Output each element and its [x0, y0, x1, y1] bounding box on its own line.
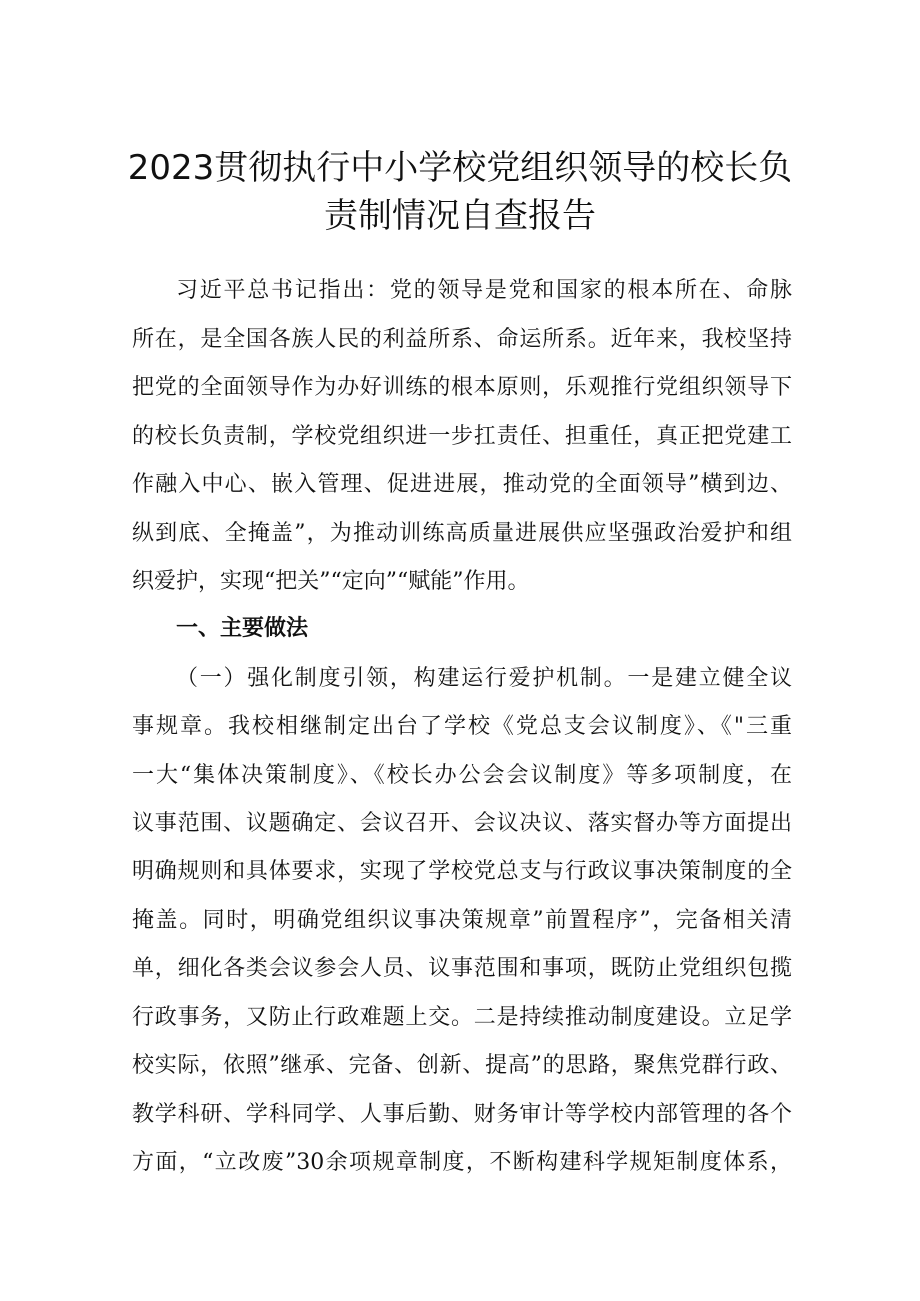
paragraph-1-line: 习近平总书记指出：党的领导是党和国家的根本所在、命脉: [176, 278, 792, 303]
paragraph-2-line: 明确规则和具体要求，实现了学校党总支与行政议事决策制度的全: [132, 859, 792, 884]
paragraph-2-line: 方面，“立改废”30余项规章制度，不断构建科学规矩制度体系，: [132, 1150, 792, 1175]
document-title-line-2: 责制情况自查报告: [324, 196, 596, 236]
paragraph-2-line: （一）强化制度引领，构建运行爱护机制。一是建立健全议: [176, 666, 792, 691]
section-heading: 一、主要做法: [176, 616, 309, 641]
paragraph-2-line: 议事范围、议题确定、会议召开、会议决议、落实督办等方面提出: [132, 811, 792, 836]
paragraph-2-line: 行政事务，又防止行政难题上交。二是持续推动制度建设。立足学: [132, 1005, 792, 1030]
paragraph-1-line: 作融入中心、嵌入管理、促进进展，推动党的全面领导”横到边、: [132, 472, 792, 497]
paragraph-1-line: 把党的全面领导作为办好训练的根本原则，乐观推行党组织领导下: [132, 375, 792, 400]
paragraph-2-line: 事规章。我校相继制定出台了学校《党总支会议制度》、《"三重: [132, 714, 792, 739]
document-title-line-1: 2023贯彻执行中小学校党组织领导的校长负: [127, 148, 793, 188]
paragraph-1-line: 的校长负责制，学校党组织进一步扛责任、担重任，真正把党建工: [132, 424, 792, 449]
paragraph-1-line: 所在，是全国各族人民的利益所系、命运所系。近年来，我校坚持: [132, 327, 792, 352]
paragraph-1-line: 纵到底、全掩盖”，为推动训练高质量进展供应坚强政治爱护和组: [132, 521, 792, 546]
paragraph-2-line: 单，细化各类会议参会人员、议事范围和事项，既防止党组织包揽: [132, 956, 792, 981]
paragraph-1-line: 织爱护，实现“把关”“定向”“赋能”作用。: [132, 569, 530, 594]
paragraph-2-line: 教学科研、学科同学、人事后勤、财务审计等学校内部管理的各个: [132, 1102, 792, 1127]
paragraph-2-line: 掩盖。同时，明确党组织议事决策规章”前置程序”，完备相关清: [132, 908, 792, 933]
paragraph-2-line: 一大“集体决策制度》、《校长办公会会议制度》等多项制度，在: [132, 763, 792, 788]
paragraph-2-line: 校实际，依照”继承、完备、创新、提高”的思路，聚焦党群行政、: [132, 1053, 792, 1078]
